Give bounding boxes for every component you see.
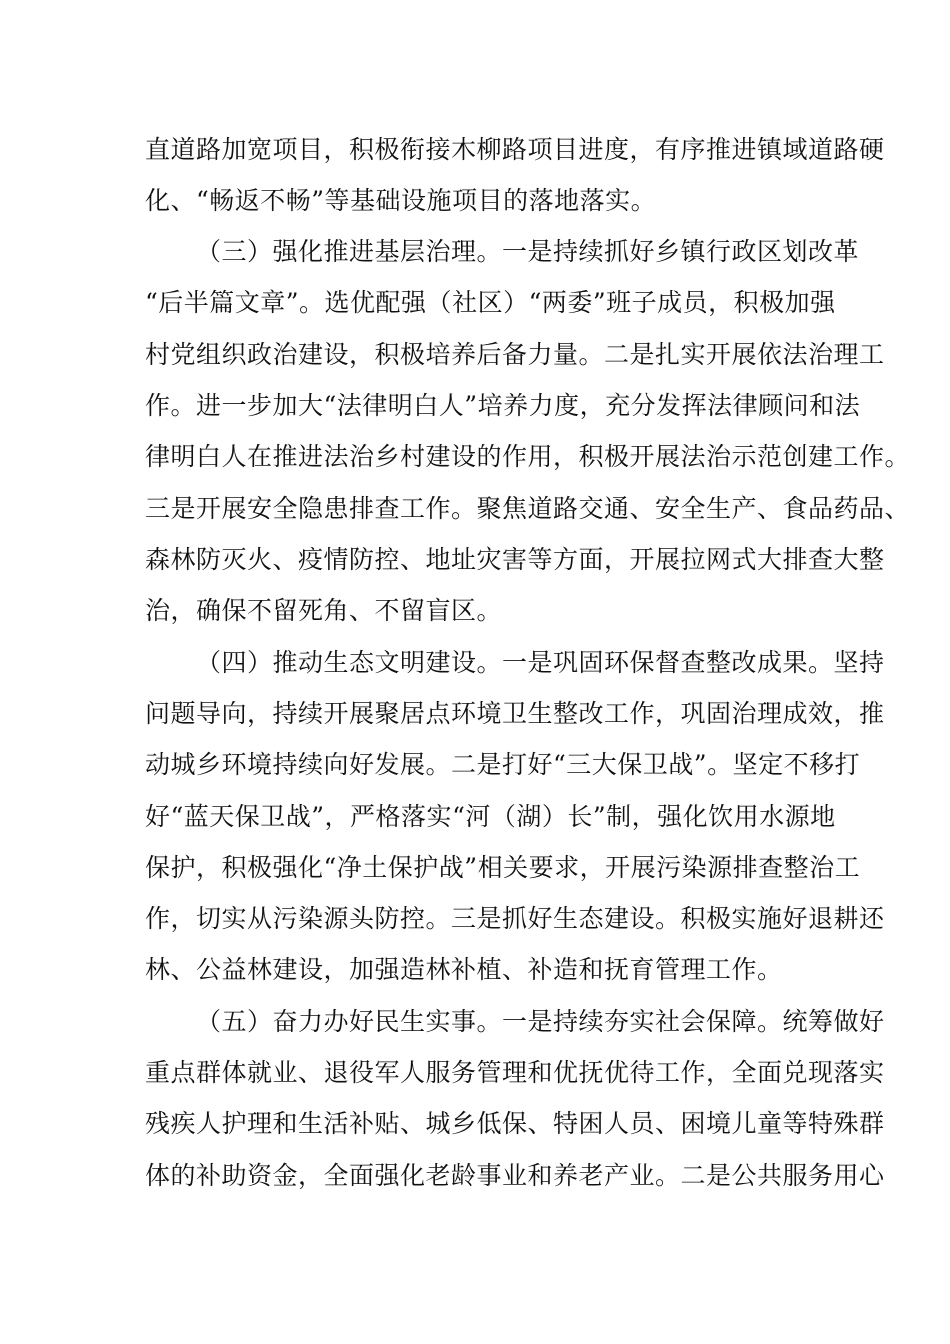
text-line: 好“蓝天保卫战”，严格落实“河（湖）长”制，强化饮用水源地: [145, 802, 836, 831]
text-line: 直道路加宽项目，积极衔接木柳路项目进度，有序推进镇域道路硬: [145, 135, 885, 164]
text-line: 动城乡环境持续向好发展。二是打好“三大保卫战”。坚定不移打: [145, 750, 861, 779]
text-line: 问题导向，持续开展聚居点环境卫生整改工作，巩固治理成效，推: [145, 699, 885, 728]
text-line: 体的补助资金，全面强化老龄事业和养老产业。二是公共服务用心: [145, 1161, 885, 1190]
text-line: 作，切实从污染源头防控。三是抓好生态建设。积极实施好退耕还: [145, 904, 885, 933]
text-line: 律明白人在推进法治乡村建设的作用，积极开展法治示范创建工作。: [145, 442, 911, 471]
text-line: 重点群体就业、退役军人服务管理和优抚优待工作，全面兑现落实: [145, 1058, 885, 1087]
text-line: 森林防灭火、疫情防控、地址灾害等方面，开展拉网式大排查大整: [145, 545, 885, 574]
text-line: 三是开展安全隐患排查工作。聚焦道路交通、安全生产、食品药品、: [145, 494, 911, 523]
text-line: 化、“畅返不畅”等基础设施项目的落地落实。: [145, 186, 657, 215]
text-line: 治，确保不留死角、不留盲区。: [145, 596, 503, 625]
text-line: 村党组织政治建设，积极培养后备力量。二是扎实开展依法治理工: [145, 340, 885, 369]
paragraph-heading-line: （三）强化推进基层治理。一是持续抓好乡镇行政区划改革: [196, 237, 860, 266]
text-line: 作。进一步加大“法律明白人”培养力度，充分发挥法律顾问和法: [145, 391, 861, 420]
text-line: “后半篇文章”。选优配强（社区）“两委”班子成员，积极加强: [145, 288, 836, 317]
text-line: 林、公益林建设，加强造林补植、补造和抚育管理工作。: [145, 955, 783, 984]
paragraph-heading-line: （四）推动生态文明建设。一是巩固环保督查整改成果。坚持: [196, 648, 885, 677]
paragraph-heading-line: （五）奋力办好民生实事。一是持续夯实社会保障。统筹做好: [196, 1007, 885, 1036]
text-line: 保护，积极强化“净土保护战”相关要求，开展污染源排查整治工: [145, 853, 861, 882]
text-line: 残疾人护理和生活补贴、城乡低保、特困人员、困境儿童等特殊群: [145, 1109, 885, 1138]
